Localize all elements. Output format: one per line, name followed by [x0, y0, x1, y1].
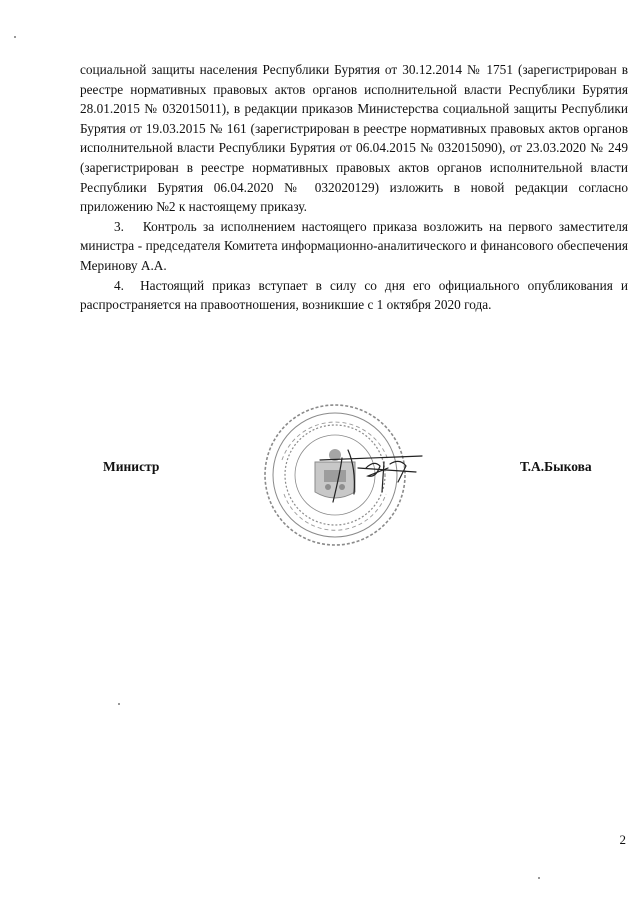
- signer-title: Министр: [103, 459, 160, 474]
- scan-speck: [118, 703, 120, 705]
- paragraph-item-4: 4. Настоящий приказ вступает в силу со дня его официального опубликования и распространяется на правоотношения, возникшие с 1 октября 2020 года.: [80, 277, 628, 313]
- scan-speck: [14, 36, 16, 38]
- document-body: [80, 60, 628, 315]
- signer-name: Т.А.Быкова: [520, 459, 592, 474]
- page-number: 2: [619, 832, 626, 847]
- handwritten-signature-icon: [318, 438, 428, 508]
- paragraph-item-3: 3. Контроль за исполнением настоящего приказа возложить на первого заместителя министра - председателя Комитета информационно-аналитического и финансового обеспечения Меринову А.А.: [80, 218, 628, 273]
- paragraph-continuation: социальной защиты населения Республики Бурятия от 30.12.2014 № 1751 (зарегистрирован в реестре нормативных правовых актов органов исполнительной власти Республики Бурятия 28.01.2015 № 032015011), в редакции приказов Министерства социальной защиты Республики Бурятия от 19.03.2015 № 161 (зарегистрирован в реестре нормативных правовых актов органов исполнительной власти Республики Бурятия от 06.04.2015 № 032015090), от 23.03.2020 № 249 (зарегистрирован в реестре нормативных правовых актов органов исполнительной власти Республики Бурятия 06.04.2020 № 032020129) изложить в новой редакции согласно приложению №2 к настоящему приказу.: [80, 62, 628, 215]
- signature-block: [0, 400, 640, 550]
- scan-speck: [538, 877, 540, 879]
